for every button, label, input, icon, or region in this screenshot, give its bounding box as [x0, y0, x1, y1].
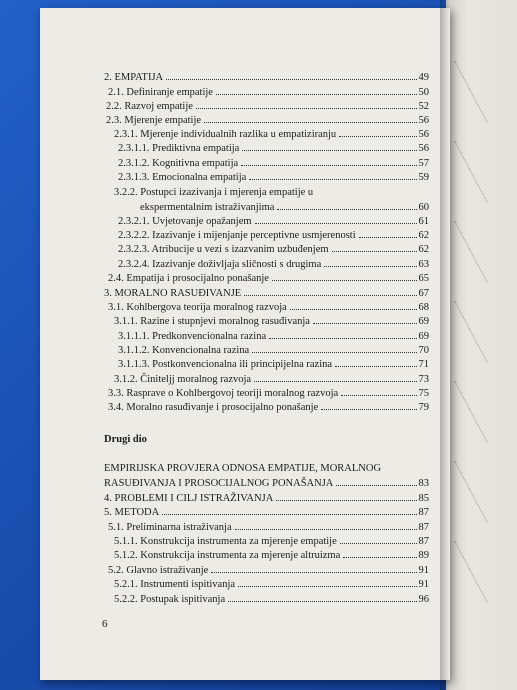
- toc-entry-page: 91: [418, 579, 429, 590]
- toc-entry: [118, 158, 429, 170]
- toc-entry: [108, 565, 429, 577]
- toc-entry: [108, 273, 429, 285]
- toc-entry: [106, 115, 429, 127]
- toc-entry-page: 87: [418, 522, 429, 533]
- toc-leader-dots: [244, 295, 416, 296]
- toc-entry-label: RASUĐIVANJA I PROSOCIJALNOG PONAŠANJA: [104, 478, 334, 489]
- toc-entry: [114, 579, 429, 591]
- toc-entry: [106, 101, 429, 113]
- toc-entry-label: 2.3.2.2. Izazivanje i mijenjanje perceptivne usmjerenosti: [118, 230, 356, 241]
- toc-entry-label: 4. PROBLEMI I CILJ ISTRAŽIVANJA: [104, 493, 274, 504]
- toc-entry-page: 57: [418, 158, 429, 169]
- toc-entry-label: 3.3. Rasprave o Kohlbergovoj teoriji moralnog razvoja: [108, 388, 339, 399]
- toc-leader-dots: [340, 543, 417, 544]
- toc-leader-dots: [269, 338, 416, 339]
- toc-entry: [118, 216, 429, 228]
- toc-leader-dots: [249, 179, 416, 180]
- toc-entry: [140, 202, 429, 214]
- toc-leader-dots: [204, 122, 416, 123]
- toc-entry-page: 79: [418, 402, 429, 413]
- toc-leader-dots: [290, 309, 417, 310]
- toc-entry-page: 91: [418, 565, 429, 576]
- toc-entry-label: 2.3.1.3. Emocionalna empatija: [118, 172, 247, 183]
- toc-entry-label: 3.4. Moralno rasuđivanje i prosocijalno ponašanje: [108, 402, 319, 413]
- toc-leader-dots: [216, 94, 417, 95]
- toc-entry-label: 5.1.1. Konstrukcija instrumenta za mjerenje empatije: [114, 536, 337, 547]
- toc-entry: [118, 230, 429, 242]
- toc-entry-label: 5.1. Preliminarna istraživanja: [108, 522, 232, 533]
- toc-leader-dots: [343, 557, 416, 558]
- toc-entry-page: 56: [418, 143, 429, 154]
- toc-entry-label: 2.1. Definiranje empatije: [108, 87, 213, 98]
- toc-leader-dots: [196, 108, 417, 109]
- toc-entry-label: 2.4. Empatija i prosocijalno ponašanje: [108, 273, 269, 284]
- toc-leader-dots: [252, 352, 416, 353]
- toc-entry: [108, 522, 429, 534]
- book-spine-shadow: [440, 0, 450, 690]
- toc-entry-page: 96: [418, 594, 429, 605]
- toc-entry-page: 87: [418, 507, 429, 518]
- toc-entry-label: 3.1.1.1. Predkonvencionalna razina: [118, 331, 267, 342]
- toc-continuation-line: EMPIRIJSKA PROVJERA ODNOSA EMPATIJE, MORALNOG: [104, 463, 382, 474]
- page-number: 6: [102, 618, 108, 630]
- toc-entry-label: 2.3.1.1. Prediktivna empatija: [118, 143, 240, 154]
- toc-leader-dots: [277, 209, 416, 210]
- toc-leader-dots: [241, 165, 416, 166]
- toc-entry-page: 62: [418, 230, 429, 241]
- toc-entry-page: 63: [418, 259, 429, 270]
- toc-entry-page: 85: [418, 493, 429, 504]
- toc-leader-dots: [321, 409, 416, 410]
- toc-entry-page: 68: [418, 302, 429, 313]
- toc-entry: [108, 87, 429, 99]
- toc-entry-page: 89: [418, 550, 429, 561]
- toc-entry-label: 5.1.2. Konstrukcija instrumenta za mjerenje altruizma: [114, 550, 341, 561]
- toc-entry-page: 59: [418, 172, 429, 183]
- toc-leader-dots: [276, 500, 416, 501]
- toc-entry: [118, 172, 429, 184]
- toc-entry: [118, 359, 429, 371]
- toc-entry-label: 2.3.2.1. Uvjetovanje opažanjem: [118, 216, 252, 227]
- toc-entry-page: 67: [418, 288, 429, 299]
- toc-entry: [114, 594, 429, 606]
- toc-entry-label: 3. MORALNO RASUĐIVANJE: [104, 288, 242, 299]
- toc-entry-label: 5.2.1. Instrumenti ispitivanja: [114, 579, 236, 590]
- toc-entry: [118, 259, 429, 271]
- toc-leader-dots: [255, 223, 417, 224]
- toc-entry-page: 75: [418, 388, 429, 399]
- toc-entry-label: 3.1.2. Činiteljj moralnog razvoja: [114, 374, 252, 385]
- toc-entry-label: 2.2. Razvoj empatije: [106, 101, 193, 112]
- toc-entry-page: 73: [418, 374, 429, 385]
- toc-leader-dots: [162, 514, 416, 515]
- toc-leader-dots: [235, 529, 417, 530]
- toc-leader-dots: [238, 586, 416, 587]
- toc-entry-page: 60: [418, 202, 429, 213]
- toc-entry: [114, 550, 429, 562]
- toc-entry-label: 2.3. Mjerenje empatije: [106, 115, 202, 126]
- toc-entry: [108, 402, 429, 414]
- toc-entry-label: 2. EMPATIJA: [104, 72, 164, 83]
- toc-entry-label: 2.3.2.4. Izazivanje doživljaja sličnosti s drugima: [118, 259, 322, 270]
- toc-entry-label: 2.3.1.2. Kognitivna empatija: [118, 158, 239, 169]
- toc-entry-label: 3.1.1. Razine i stupnjevi moralnog rasuđivanja: [114, 316, 310, 327]
- toc-entry: [104, 72, 429, 84]
- toc-leader-dots: [324, 266, 416, 267]
- toc-entry-label: 3.1.1.2. Konvencionalna razina: [118, 345, 250, 356]
- toc-entry-page: 70: [418, 345, 429, 356]
- toc-entry: [118, 244, 429, 256]
- toc-entry-page: 71: [418, 359, 429, 370]
- facing-page: [446, 0, 517, 690]
- toc-entry-page: 65: [418, 273, 429, 284]
- toc-entry-page: 69: [418, 316, 429, 327]
- toc-entry: [104, 478, 429, 490]
- toc-entry-label: ekspermentalnim istraživanjima: [140, 202, 275, 213]
- toc-entry: [118, 345, 429, 357]
- toc-entry-page: 52: [418, 101, 429, 112]
- toc-leader-dots: [336, 485, 416, 486]
- toc-leader-dots: [211, 572, 416, 573]
- toc-entry: [108, 302, 429, 314]
- toc-entry-page: 69: [418, 331, 429, 342]
- toc-leader-dots: [339, 136, 416, 137]
- part-heading: Drugi dio: [104, 434, 147, 445]
- toc-entry-page: 62: [418, 244, 429, 255]
- toc-entry-label: 5.2.2. Postupak ispitivanja: [114, 594, 226, 605]
- toc-leader-dots: [313, 323, 417, 324]
- toc-entry: [114, 374, 429, 386]
- toc-entry: [114, 316, 429, 328]
- toc-entry-page: 49: [418, 72, 429, 83]
- toc-entry: [114, 536, 429, 548]
- toc-leader-dots: [332, 251, 417, 252]
- toc-entry-label: 3.1.1.3. Postkonvencionalna ili principijelna razina: [118, 359, 333, 370]
- toc-entry: [118, 143, 429, 155]
- toc-entry-page: 56: [418, 129, 429, 140]
- toc-leader-dots: [359, 237, 417, 238]
- toc-leader-dots: [166, 79, 416, 80]
- toc-entry-page: 56: [418, 115, 429, 126]
- toc-entry-label: 5. METODA: [104, 507, 160, 518]
- toc-entry-page: 50: [418, 87, 429, 98]
- toc-leader-dots: [254, 381, 416, 382]
- toc-leader-dots: [341, 395, 416, 396]
- toc-entry: [104, 507, 429, 519]
- toc-entry-page: 61: [418, 216, 429, 227]
- toc-leader-dots: [335, 366, 416, 367]
- toc-entry: [104, 493, 429, 505]
- toc-entry-label: 2.3.2.3. Atribucije u vezi s izazvanim uzbuđenjem: [118, 244, 329, 255]
- toc-entry-label: 2.3.1. Mjerenje individualnih razlika u empatiziranju: [114, 129, 337, 140]
- toc-continuation-line: 3.2.2. Postupci izazivanja i mjerenja empatije u: [114, 187, 314, 198]
- toc-entry: [118, 331, 429, 343]
- toc-entry-page: 83: [418, 478, 429, 489]
- toc-entry: [104, 288, 429, 300]
- toc-leader-dots: [228, 601, 416, 602]
- toc-entry: [108, 388, 429, 400]
- toc-entry-label: 3.1. Kohlbergova teorija moralnog razvoja: [108, 302, 287, 313]
- toc-leader-dots: [272, 280, 417, 281]
- toc-leader-dots: [242, 150, 416, 151]
- toc-entry-label: 5.2. Glavno istraživanje: [108, 565, 209, 576]
- toc-entry: [114, 129, 429, 141]
- toc-entry-page: 87: [418, 536, 429, 547]
